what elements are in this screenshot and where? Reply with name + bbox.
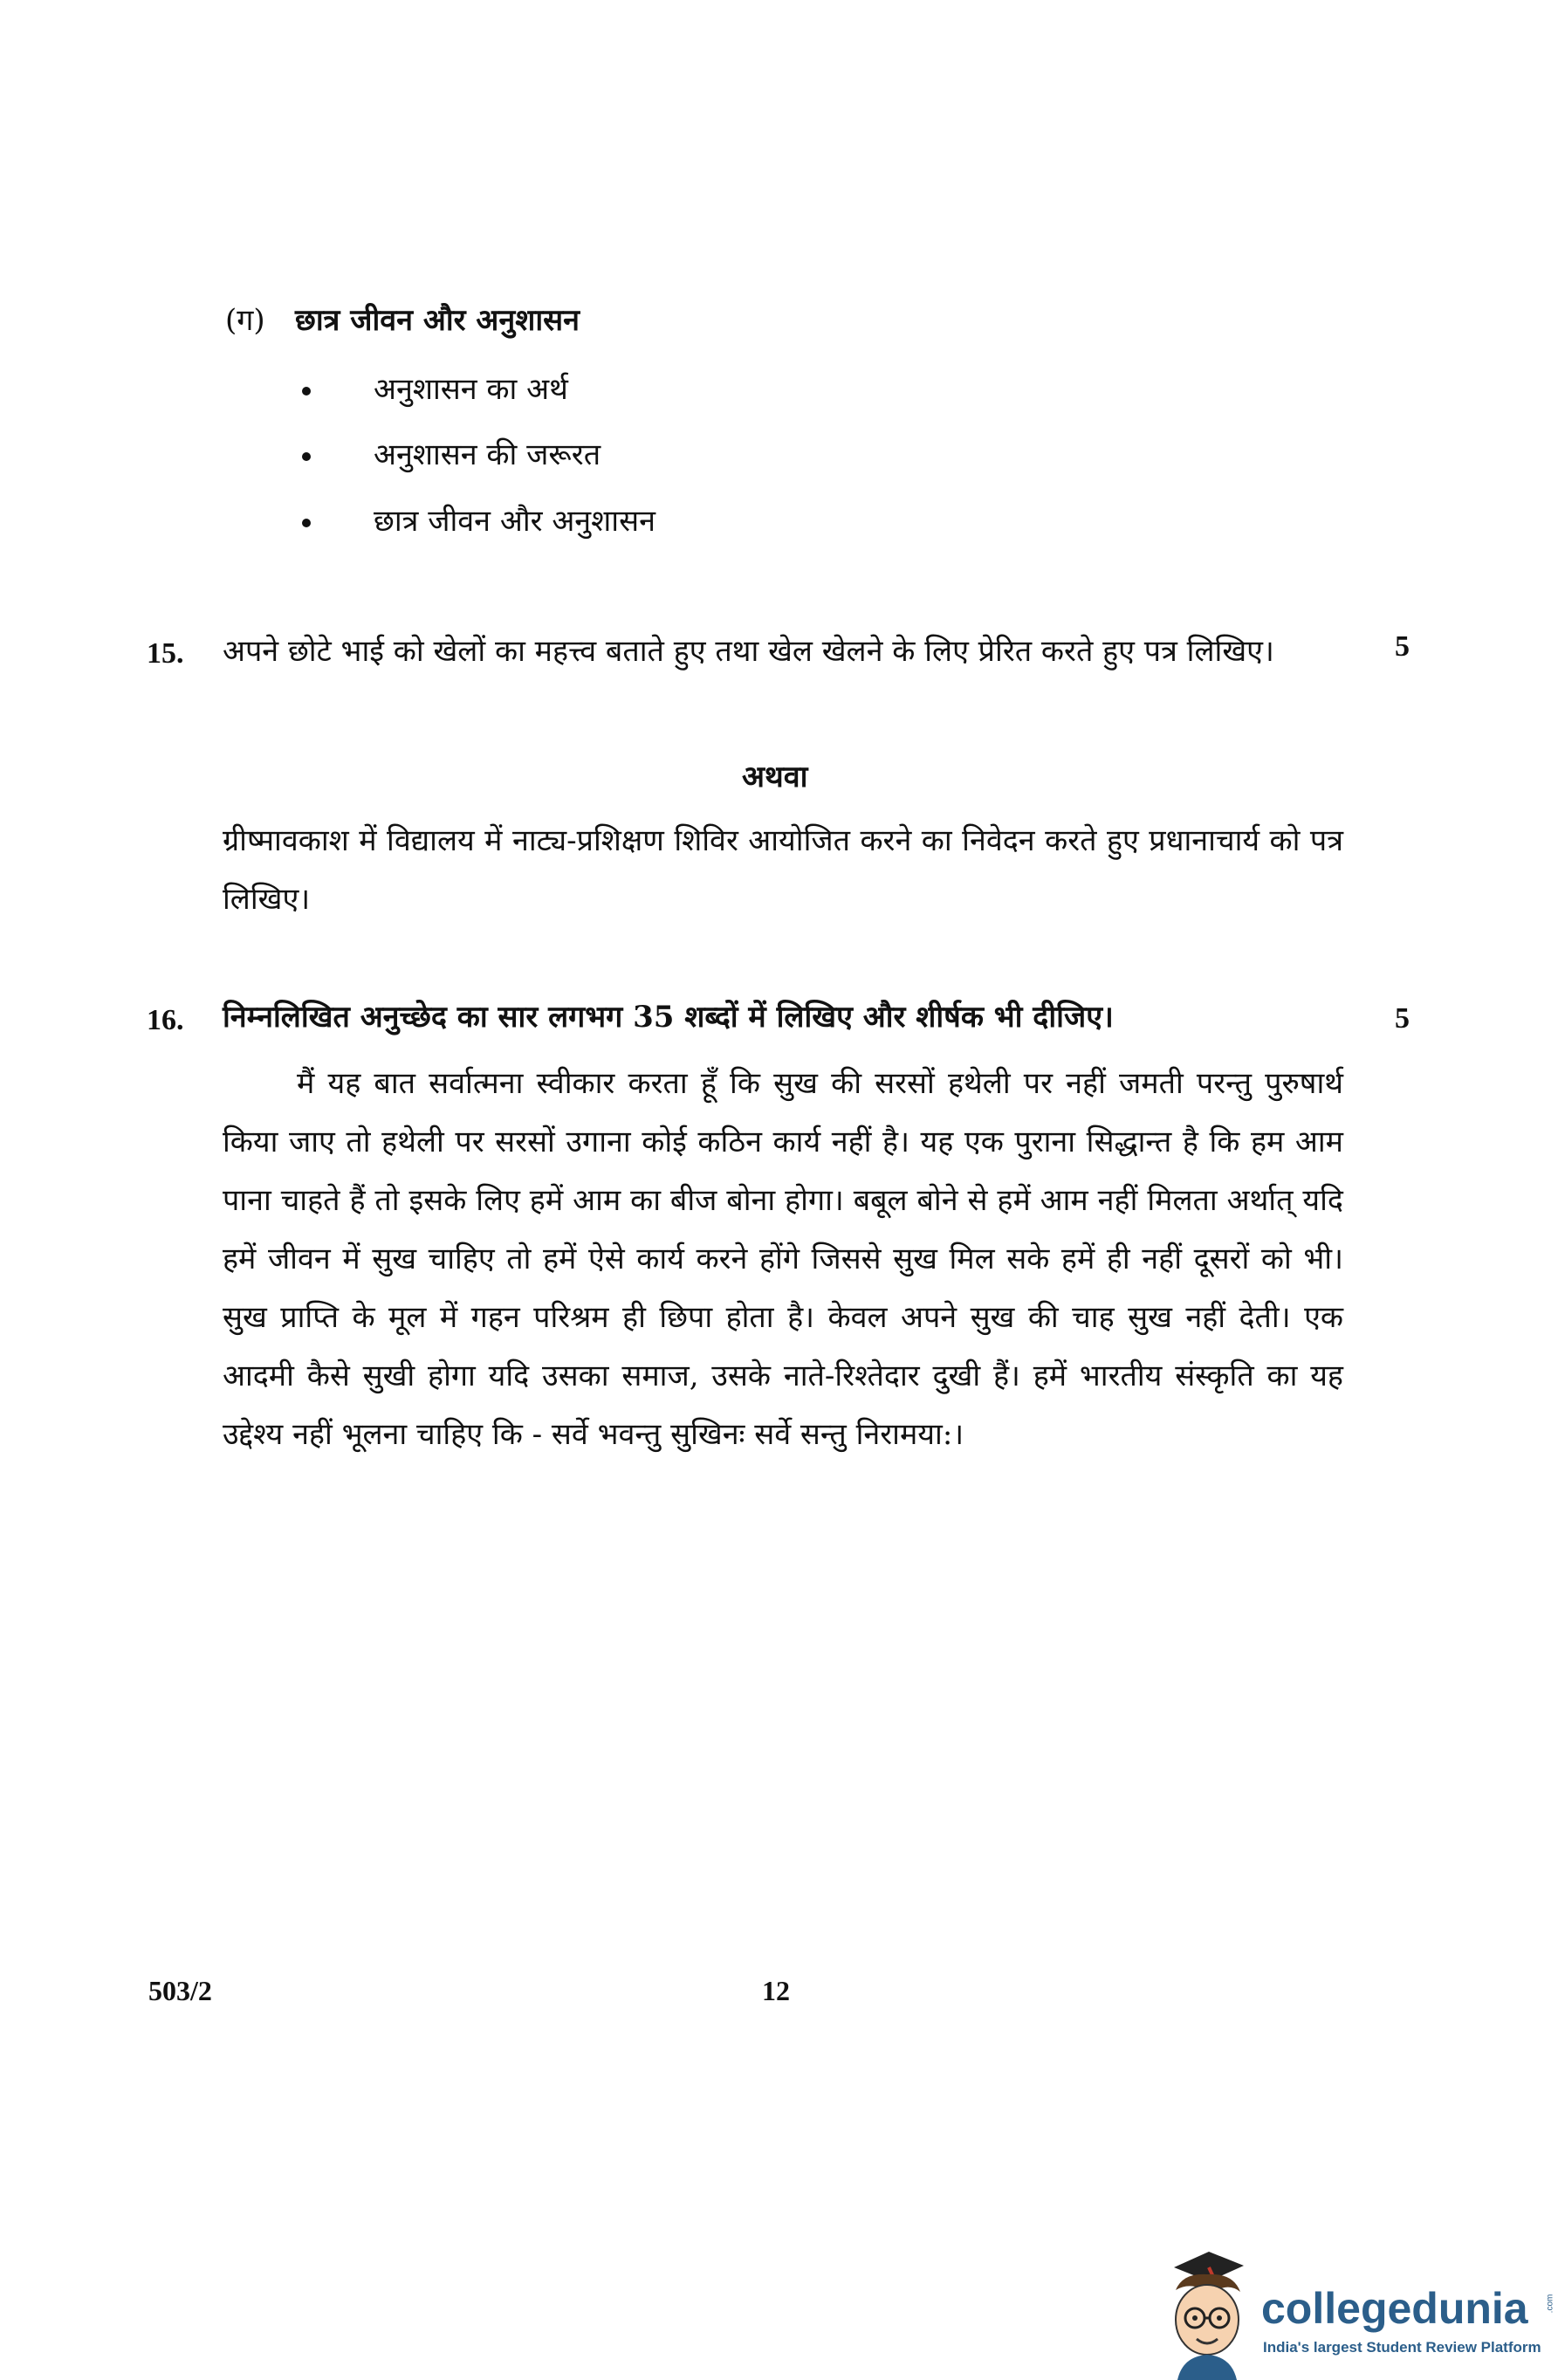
section-title: छात्र जीवन और अनुशासन	[295, 303, 580, 338]
question-number: 16.	[147, 1004, 184, 1036]
question-heading: निम्नलिखित अनुच्छेद का सार लगभग 35 शब्दों में लिखिए और शीर्षक भी दीजिए।	[223, 1000, 1114, 1035]
passage: मैं यह बात सर्वात्मना स्वीकार करता हूँ कि सुख की सरसों हथेली पर नहीं जमती परन्तु पुरुषार्थ किया जाए तो हथेली पर सरसों उगाना कोई कठिन कार्य नहीं है। यह एक पुराना सिद्धान्त है कि हम आम पाना चाहते हैं तो इसके लिए हमें आम का बीज बोना होगा। बबूल बोने से हमें आम नहीं मिलता अर्थात् यदि हमें जीवन में सुख चाहिए तो हमें ऐसे कार्य करने होंगे जिससे सुख मिल सके हमें ही नहीं दूसरों को भी। सुख प्राप्ति के मूल में गहन परिश्रम ही छिपा होता है। केवल अपने सुख की चाह सुख नहीं देती। एक आदमी कैसे सुखी होगा यदि उसका समाज, उसके नाते-रिश्तेदार दुखी हैं। हमें भारतीय संस्कृति का यह उद्देश्य नहीं भूलना चाहिए कि - सर्वे भवन्तु सुखिनः सर्वे सन्तु निरामया:।	[223, 1066, 1343, 1452]
bullet-item: छात्र जीवन और अनुशासन	[374, 504, 655, 539]
bullet-dot	[302, 387, 311, 396]
or-label: अथवा	[742, 760, 808, 794]
paper-code: 503/2	[148, 1975, 212, 2006]
question-alt-text: ग्रीष्मावकाश में विद्यालय में नाट्य-प्रशिक्षण शिविर आयोजित करने का निवेदन करते हुए प्रधानाचार्य को पत्र लिखिए।	[223, 823, 1343, 917]
logo-tagline: India's largest Student Review Platform	[1263, 2339, 1541, 2356]
collegedunia-logo	[1156, 2248, 1558, 2380]
page-number: 12	[762, 1975, 790, 2006]
logo-domain: .com	[1545, 2294, 1555, 2314]
bullet-dot	[302, 519, 311, 527]
question-marks: 5	[1395, 630, 1410, 663]
section-label: (ग)	[225, 303, 265, 338]
mascot-icon	[1156, 2248, 1257, 2380]
logo-wordmark: collegedunia	[1261, 2284, 1528, 2333]
bullet-item: अनुशासन की जरूरत	[374, 437, 601, 472]
question-marks: 5	[1395, 1002, 1410, 1035]
question-number: 15.	[147, 637, 184, 670]
question-text: अपने छोटे भाई को खेलों का महत्त्व बताते हुए तथा खेल खेलने के लिए प्रेरित करते हुए पत्र लिखिए।	[223, 634, 1274, 669]
bullet-dot	[302, 452, 311, 461]
bullet-item: अनुशासन का अर्थ	[374, 372, 568, 407]
